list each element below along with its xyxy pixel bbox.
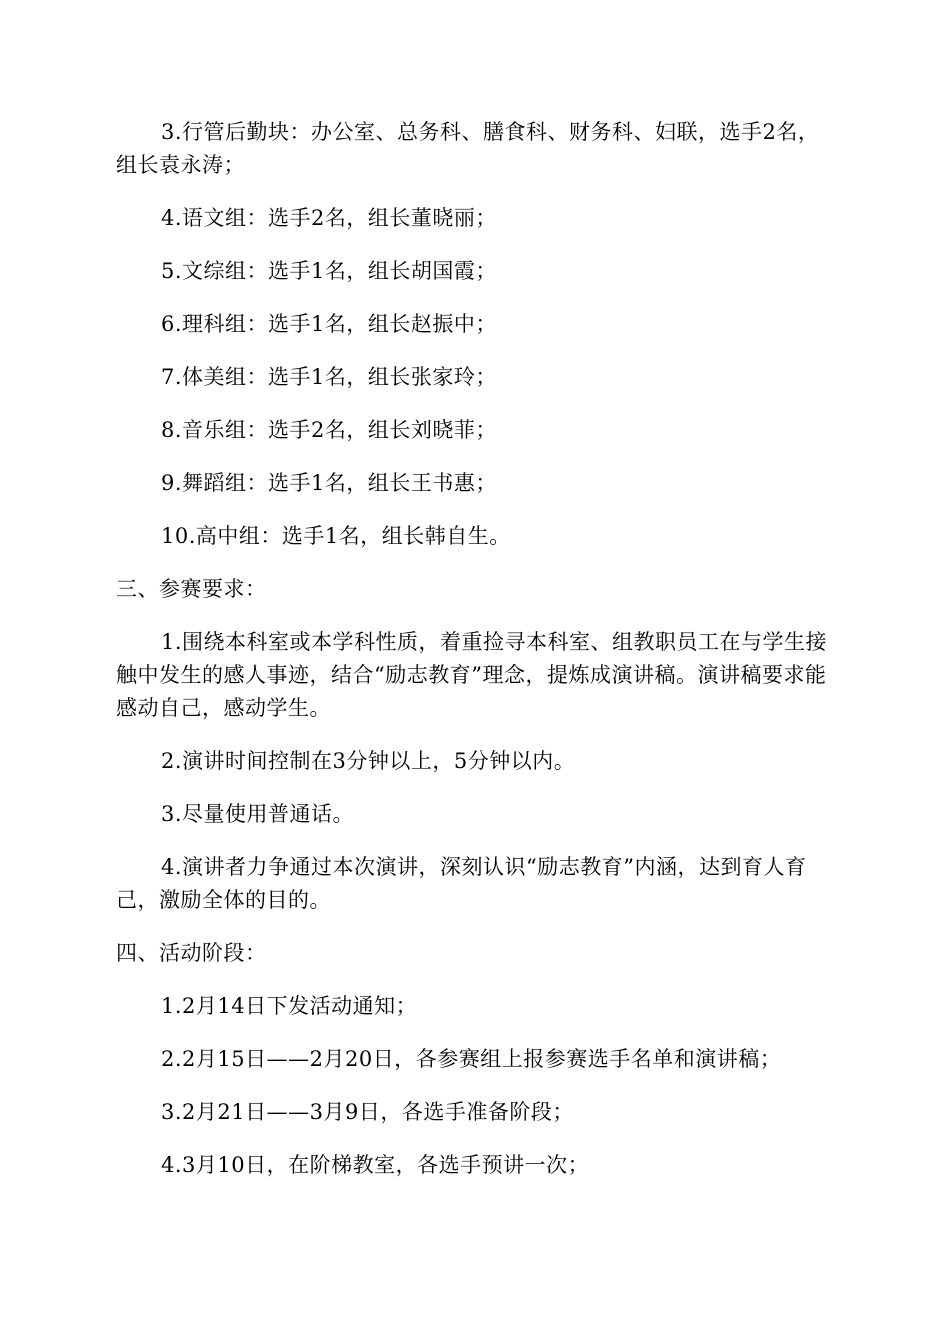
section-heading-activity-stages: 四、活动阶段：	[116, 941, 267, 965]
document-body	[116, 116, 836, 1202]
list-item-science-group: 6.理科组：选手1名，组长赵振中；	[161, 312, 497, 336]
requirement-item-4: 4.演讲者力争通过本次演讲，深刻认识“励志教育”内涵，达到育人育己，激励全体的目的。	[116, 855, 807, 912]
list-item-pe-art-group: 7.体美组：选手1名，组长张家玲；	[161, 365, 497, 389]
stage-item-4: 4.3月10日，在阶梯教室，各选手预讲一次；	[161, 1153, 590, 1177]
list-item-liberal-arts-group: 5.文综组：选手1名，组长胡国霞；	[161, 259, 497, 283]
list-item-chinese-group: 4.语文组：选手2名，组长董晓丽；	[161, 206, 497, 230]
stage-item-1: 1.2月14日下发活动通知；	[161, 994, 418, 1018]
requirement-item-3: 3.尽量使用普通话。	[161, 802, 355, 826]
list-item-music-group: 8.音乐组：选手2名，组长刘晓菲；	[161, 418, 497, 442]
stage-item-3: 3.2月21日——3月9日，各选手准备阶段；	[161, 1100, 574, 1124]
section-heading-requirements: 三、参赛要求：	[116, 577, 267, 601]
requirement-item-2: 2.演讲时间控制在3分钟以上，5分钟以内。	[161, 749, 576, 773]
requirement-item-1: 1.围绕本科室或本学科性质，着重捡寻本科室、组教职员工在与学生接触中发生的感人事迹，结合“励志教育”理念，提炼成演讲稿。演讲稿要求能感动自己，感动学生。	[116, 630, 828, 720]
list-item-dance-group: 9.舞蹈组：选手1名，组长王书惠；	[161, 471, 497, 495]
stage-item-2: 2.2月15日——2月20日，各参赛组上报参赛选手名单和演讲稿；	[161, 1047, 782, 1071]
list-item-high-school-group: 10.高中组：选手1名，组长韩自生。	[161, 524, 511, 548]
list-item-admin-logistics: 3.行管后勤块：办公室、总务科、膳食科、财务科、妇联，选手2名，组长袁永涛；	[116, 120, 820, 177]
